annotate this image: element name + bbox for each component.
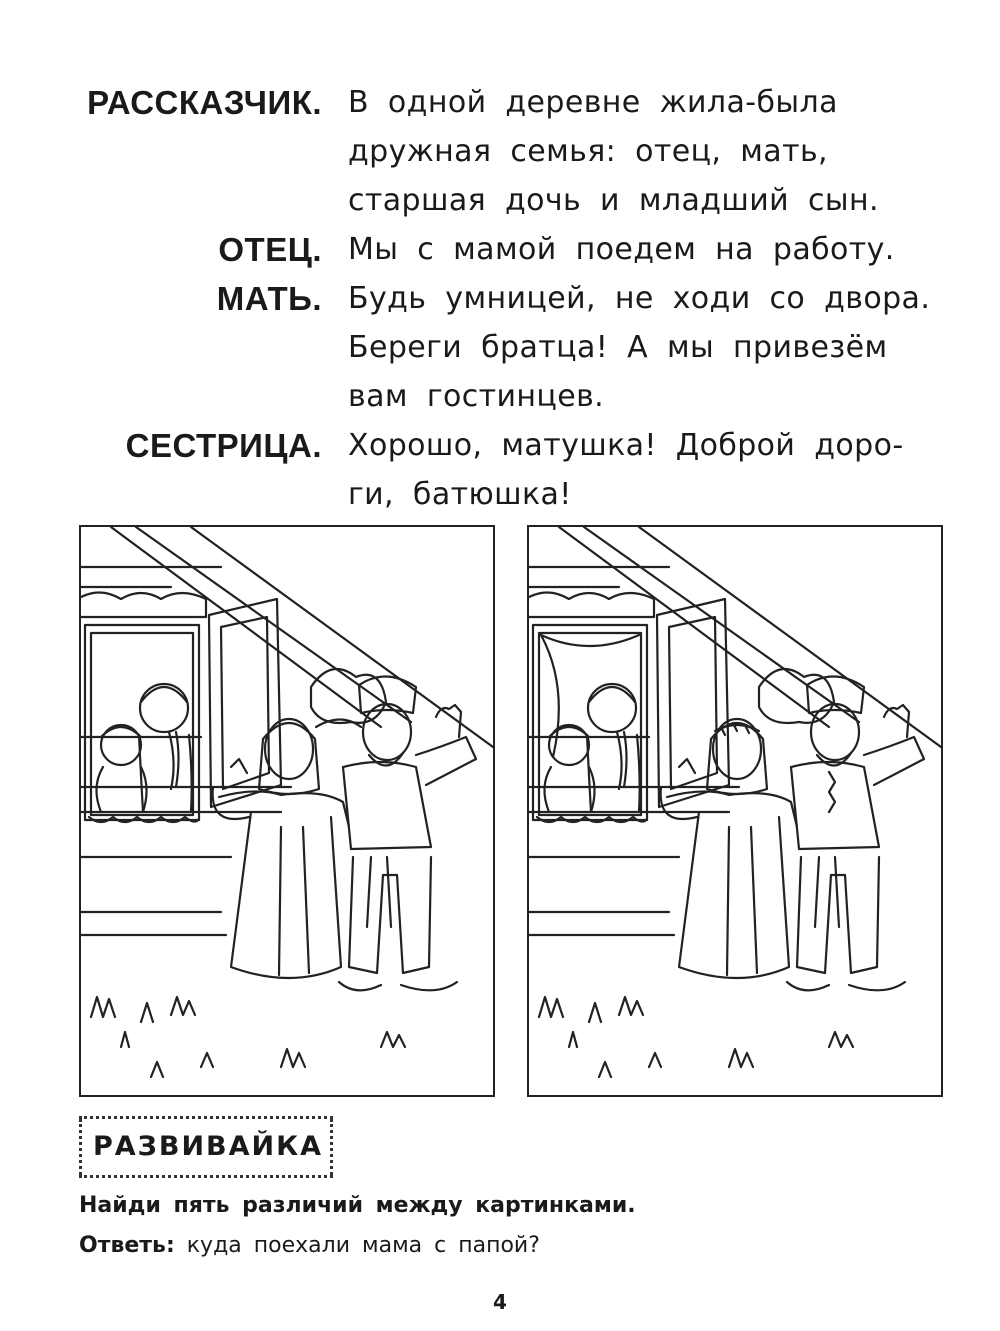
- illustration-left: [79, 525, 495, 1097]
- script-line: [0, 372, 1000, 421]
- speaker-narrator: РАССКАЗЧИК.: [87, 84, 322, 121]
- mother-line-3: вам гостинцев.: [348, 379, 605, 414]
- mother-line-1: Будь умницей, не ходи со двора.: [348, 281, 931, 316]
- page-number: 4: [493, 1290, 507, 1314]
- task-instruction: Найди пять различий между картинками.: [79, 1193, 636, 1218]
- script-line: [0, 176, 1000, 225]
- script-line: [0, 78, 1000, 127]
- script-line: [0, 225, 1000, 274]
- script-line: [0, 470, 1000, 519]
- script-line: [0, 421, 1000, 470]
- task-question: [79, 1233, 540, 1258]
- narrator-line-2: дружная семья: отец, мать,: [348, 134, 828, 169]
- script-line: [0, 127, 1000, 176]
- play-script: [0, 78, 1000, 519]
- script-line: [0, 274, 1000, 323]
- sister-line-1: Хорошо, матушка! Доброй доро-: [348, 428, 904, 463]
- speaker-mother: МАТЬ.: [216, 280, 322, 317]
- question-text: куда поехали мама с папой?: [174, 1233, 540, 1258]
- speaker-sister: СЕСТРИЦА.: [125, 427, 322, 464]
- script-line: [0, 323, 1000, 372]
- task-title: РАЗВИВАЙКА: [93, 1131, 324, 1162]
- question-label: Ответь:: [79, 1233, 175, 1258]
- speaker-father: ОТЕЦ.: [218, 231, 322, 268]
- mother-line-2: Береги братца! А мы привезём: [348, 330, 888, 365]
- narrator-line-1: В одной деревне жила-была: [348, 85, 838, 120]
- father-line-1: Мы с мамой поедем на работу.: [348, 232, 895, 267]
- sister-line-2: ги, батюшка!: [348, 477, 572, 512]
- narrator-line-3: старшая дочь и младший сын.: [348, 183, 879, 218]
- task-heading-box: [79, 1116, 333, 1178]
- illustration-right: [527, 525, 943, 1097]
